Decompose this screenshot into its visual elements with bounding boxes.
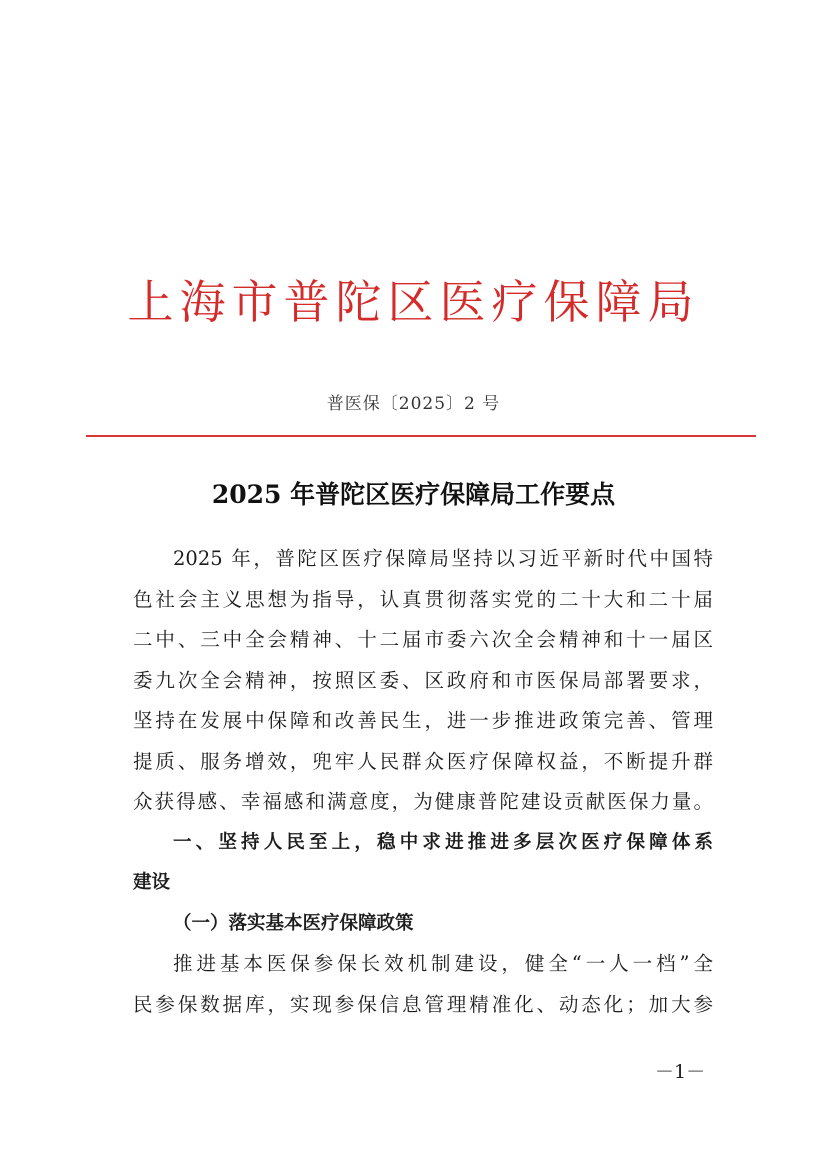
document-number: 普医保〔2025〕2 号: [326, 394, 501, 414]
body-line: 色社会主义思想为指导，认真贯彻落实党的二十大和二十届: [133, 587, 713, 611]
section-heading: 一、坚持人民至上，稳中求进推进多层次医疗保障体系: [173, 831, 713, 853]
body-line: 推进基本医保参保长效机制建设，健全“一人一档”全: [173, 952, 713, 975]
body-line: 二中、三中全会精神、十二届市委六次全会精神和十一届区: [133, 628, 713, 651]
body-line: 委九次全会精神，按照区委、区政府和市医保局部署要求，: [133, 668, 713, 692]
body-line: 提质、服务增效，兜牢人民群众医疗保障权益，不断提升群: [133, 749, 713, 773]
subsection-heading: （一）落实基本医疗保障政策: [173, 912, 414, 934]
red-divider-line: [86, 435, 756, 437]
body-line: 民参保数据库，实现参保信息管理精准化、动态化；加大参: [133, 992, 713, 1016]
body-line: 2025 年，普陀区医疗保障局坚持以习近平新时代中国特: [173, 547, 713, 570]
body-line: 坚持在发展中保障和改善民生，进一步推进政策完善、管理: [133, 709, 713, 732]
page-number: －1－: [655, 1061, 706, 1083]
body-line: 众获得感、幸福感和满意度，为健康普陀建设贡献医保力量。: [133, 790, 713, 813]
document-body: [133, 539, 713, 1025]
section-heading-continued: 建设: [133, 872, 171, 893]
document-title: 2025 年普陀区医疗保障局工作要点: [211, 480, 616, 509]
organization-header: 上海市普陀区医疗保障局: [127, 275, 700, 329]
